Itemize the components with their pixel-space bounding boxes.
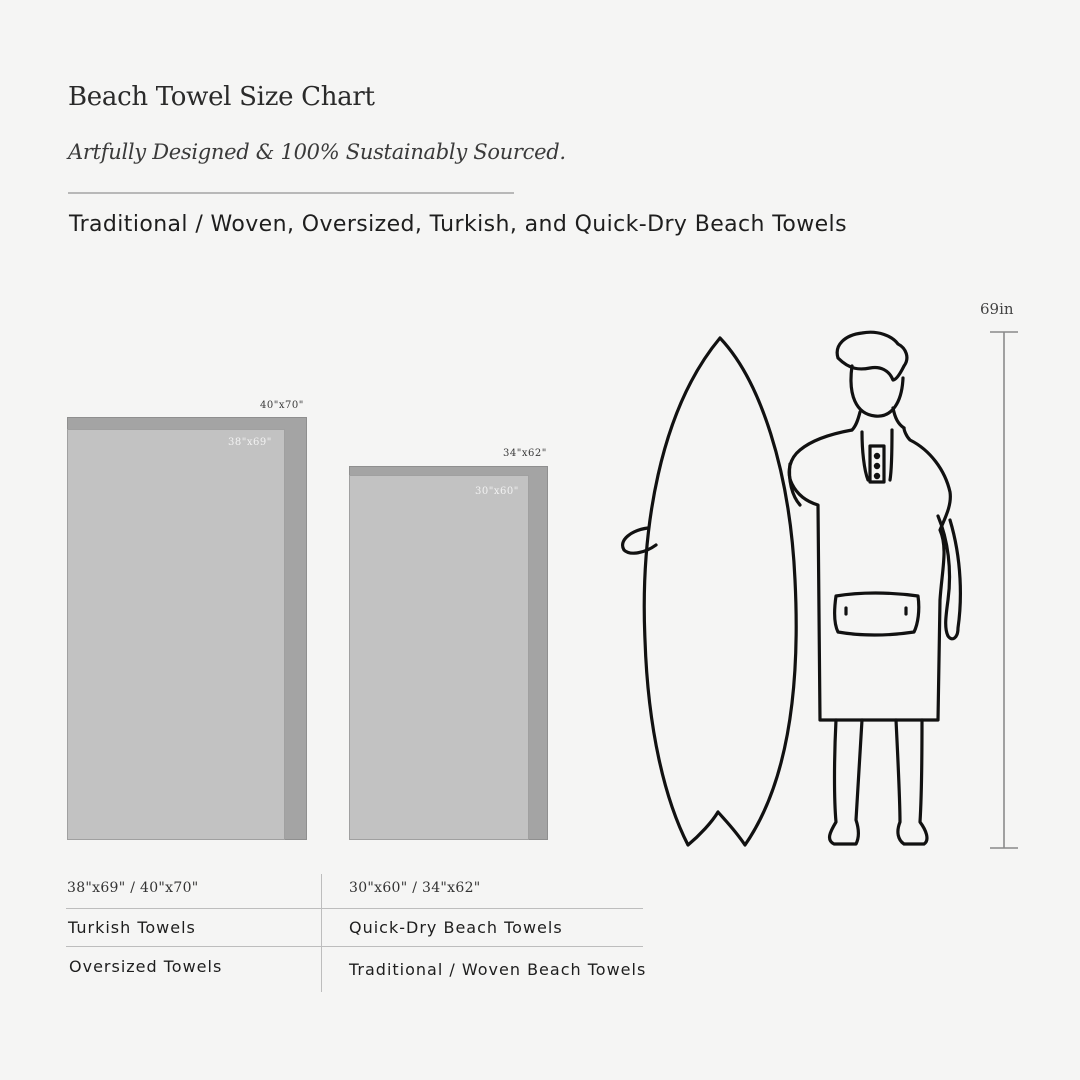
height-scale [990, 332, 1018, 848]
table-right-row-2: Traditional / Woven Beach Towels [349, 960, 647, 979]
hair-outline [837, 332, 907, 380]
legs-outline [830, 720, 862, 844]
table-left-row-2: Oversized Towels [69, 957, 223, 976]
table-row-divider-1 [66, 908, 643, 909]
table-left-row-1: Turkish Towels [68, 918, 196, 937]
table-right-row-1: Quick-Dry Beach Towels [349, 918, 563, 937]
surfboard-outline [644, 338, 796, 845]
page-subtitle: Artfully Designed & 100% Sustainably Sourced. [68, 140, 566, 164]
table-left-sizes: 38"x69" / 40"x70" [67, 880, 199, 896]
hand-left-outline [623, 528, 656, 553]
head-outline [851, 366, 903, 416]
towel-types-heading: Traditional / Woven, Oversized, Turkish, and Quick-Dry Beach Towels [69, 212, 847, 237]
table-column-divider [321, 874, 322, 992]
towel-large-inner-label: 38"x69" [228, 437, 272, 448]
table-right-sizes: 30"x60" / 34"x62" [349, 880, 481, 896]
towel-small-inner-label: 30"x60" [475, 486, 519, 497]
towel-large-outer-label: 40"x70" [260, 400, 304, 411]
page-title: Beach Towel Size Chart [68, 82, 375, 112]
table-row-divider-2 [66, 946, 643, 947]
height-label: 69in [980, 300, 1014, 318]
towel-small-outer-label: 34"x62" [503, 448, 547, 459]
